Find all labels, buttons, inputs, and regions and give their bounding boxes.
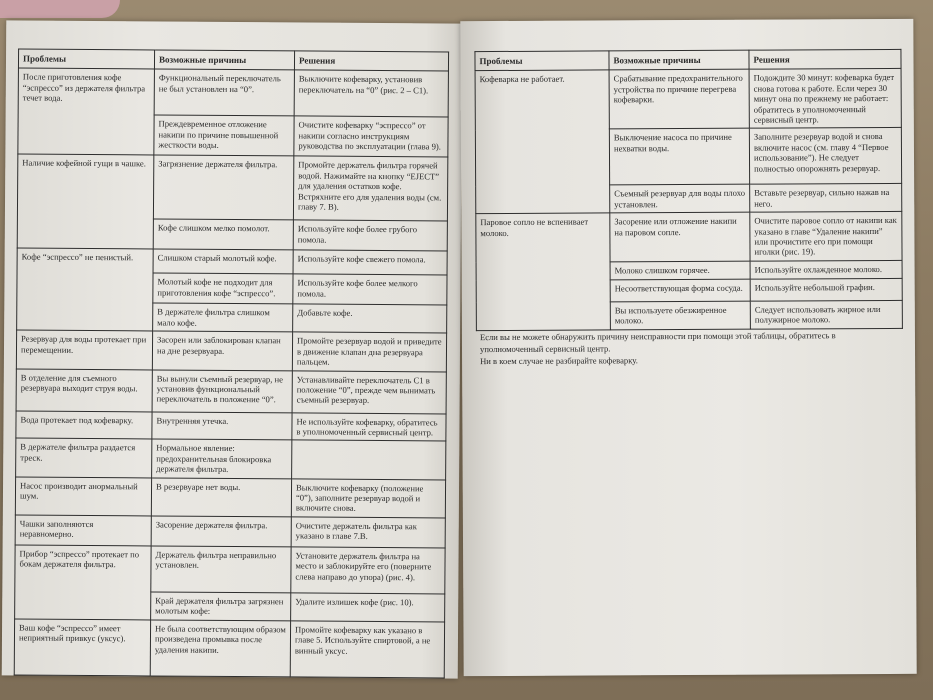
troubleshooting-table-right: [474, 49, 902, 331]
cause-cell: Вы вынули съемный резервуар, не установив функциональный переключатель в положение “0”.: [152, 370, 292, 413]
cause-cell: Держатель фильтра неправильно установлен.: [151, 546, 291, 593]
cause-cell: Молотый кофе не подходит для приготовления кофе “эспрессо”.: [153, 273, 293, 304]
table-row: [16, 438, 446, 479]
cause-cell: Молоко слишком горячее.: [610, 261, 750, 280]
solution-cell: Вставьте резервуар, сильно нажав на него.: [750, 184, 902, 213]
problem-cell: Ваш кофе “эспрессо” имеет неприятный привкус (уксус).: [14, 619, 150, 676]
solution-cell: Используйте охлажденное молоко.: [750, 260, 902, 279]
solution-cell: Очистите кофеварку “эспрессо” от накипи согласно инструкциям руководства по эксплуатации (глава 9).: [294, 116, 448, 157]
table-row: [476, 212, 902, 263]
solution-cell: Заполните резервуар водой и снова включите насос (см. главу 4 “Первое использование”). Не следует полностью опорожнять резервуар.: [749, 128, 901, 185]
solution-cell: Используйте кофе свежего помола.: [293, 250, 447, 275]
problem-cell: Паровое сопло не вспенивает молоко.: [476, 213, 611, 330]
problem-cell: Кофеварка не работает.: [475, 70, 610, 214]
solution-cell: Не используйте кофеварку, обратитесь в уполномоченный сервисный центр.: [292, 413, 446, 442]
cause-cell: Внутренняя утечка.: [152, 412, 292, 441]
note-line: Ни в коем случае не разбирайте кофеварку.: [480, 355, 638, 367]
table-header-row: [475, 49, 901, 71]
solution-cell: Используйте кофе более грубого помола.: [293, 220, 447, 251]
solution-cell: Устанавливайте переключатель C1 в положение “0”, прежде чем вынимать съемный резервуар.: [292, 371, 446, 414]
right-page: [460, 19, 916, 676]
header-solutions: Решения: [749, 49, 901, 69]
table-row: [15, 545, 445, 594]
cause-cell: Выключение насоса по причине нехватки воды.: [609, 129, 749, 186]
solution-cell: Выключите кофеварку (положение “0”), заполните резервуар водой и включите снова.: [291, 479, 445, 518]
troubleshooting-table-left: [14, 48, 449, 678]
problem-cell: Резервуар для воды протекает при перемещении.: [16, 330, 152, 369]
note-line: Если вы не можете обнаружить причину неисправности при помощи этой таблицы, обратитесь в уполномоченный сервисный центр.: [479, 330, 836, 355]
header-problems: Проблемы: [18, 49, 154, 69]
solution-cell: Подождите 30 минут: кофеварка будет снова готова к работе. Если через 30 минут она по прежнему не работает: обратитесь в уполномоченный сервисный центр.: [749, 69, 901, 129]
cause-cell: Засорение или отложение накипи на паровом сопле.: [610, 212, 750, 261]
table-row: [475, 69, 901, 130]
cause-cell: Преждевременное отложение накипи по причине повышенной жесткости воды.: [154, 115, 294, 156]
cause-cell: Нормальное явление: предохранительная блокировка держателя фильтра.: [152, 439, 292, 478]
problem-cell: Кофе “эспрессо” не пенистый.: [17, 248, 154, 331]
table-body: [14, 68, 448, 677]
solution-cell: Установите держатель фильтра на место и заблокируйте его (поверните слева направо до упора) (рис. 4).: [291, 547, 445, 594]
header-problems: Проблемы: [475, 51, 609, 71]
solution-cell: Выключите кофеварку, установив переключатель на “0” (рис. 2 – C1).: [294, 70, 448, 117]
table-body: [475, 69, 902, 331]
solution-cell: Добавьте кофе.: [293, 304, 447, 333]
cause-cell: Не была соответствующим образом произведена промывка после удаления накипи.: [150, 620, 290, 677]
solution-cell: Промойте кофеварку как указано в главе 5. Используйте спиртовой, а не винный уксус.: [290, 621, 444, 678]
solution-cell: Промойте держатель фильтра горячей водой. Нажимайте на кнопку “EJECT” для удаления остатков кофе. Встряхните его для удаления воды (см. главу 7. В).: [293, 156, 447, 221]
header-solutions: Решения: [294, 51, 448, 71]
problem-cell: Вода протекает под кофеварку.: [16, 411, 152, 440]
cause-cell: Съемный резервуар для воды плохо установлен.: [610, 185, 750, 214]
header-causes: Возможные причины: [609, 50, 749, 70]
cause-cell: Несоответствующая форма сосуда.: [610, 279, 750, 302]
table-row: [16, 330, 446, 371]
cause-cell: Слишком старый молотый кофе.: [153, 249, 293, 274]
cause-cell: Кофе слишком мелко помолот.: [153, 219, 293, 250]
problem-cell: После приготовления кофе “эспрессо” из держателя фильтра течет вода.: [18, 68, 155, 155]
solution-cell: Используйте кофе более мелкого помола.: [293, 274, 447, 305]
table-row: [17, 154, 447, 221]
cause-cell: Засорение держателя фильтра.: [151, 516, 291, 547]
table-row: [16, 411, 446, 442]
cause-cell: Засорен или заблокирован клапан на дне резервуара.: [152, 331, 292, 370]
table-row: [14, 619, 444, 678]
problem-cell: Насос производит анормальный шум.: [15, 477, 151, 516]
problem-cell: В держателе фильтра раздается треск.: [16, 438, 152, 477]
cause-cell: Функциональный переключатель не был установлен на “0”.: [154, 69, 294, 116]
cause-cell: В резервуаре нет воды.: [151, 478, 291, 517]
table-row: [15, 477, 445, 518]
cause-cell: Загрязнение держателя фильтра.: [153, 155, 293, 220]
table-row: [17, 248, 447, 275]
header-causes: Возможные причины: [154, 50, 294, 70]
solution-cell: Используйте небольшой графин.: [750, 278, 902, 301]
table-row: [15, 515, 445, 548]
cause-cell: Край держателя фильтра загрязнен молотым кофе:: [151, 592, 291, 621]
problem-cell: Чашки заполняются неравномерно.: [15, 515, 151, 546]
cause-cell: В держателе фильтра слишком мало кофе.: [153, 303, 293, 332]
service-note: [480, 329, 890, 367]
solution-cell: Промойте резервуар водой и приведите в движение клапан дна резервуара пальцем.: [292, 332, 446, 371]
cause-cell: Срабатывание предохранительного устройства по причине перегрева кофеварки.: [609, 70, 749, 130]
problem-cell: Наличие кофейной гущи в чашке.: [17, 154, 154, 249]
solution-cell: Очистите держатель фильтра как указано в главе 7.B.: [291, 517, 445, 548]
solution-cell: Следует использовать жирное или полужирное молоко.: [750, 300, 902, 329]
table-row: [18, 68, 448, 117]
solution-cell: Очистите паровое сопло от накипи как указано в главе “Удаление накипи” или прочистите его при помощи иголки (рис. 19).: [750, 212, 902, 261]
left-page: [2, 20, 463, 678]
table-row: [16, 369, 446, 414]
solution-cell: [292, 440, 446, 479]
solution-cell: Удалите излишек кофе (рис. 10).: [291, 593, 445, 622]
cause-cell: Вы используете обезжиренное молоко.: [610, 301, 750, 330]
problem-cell: В отделение для съемного резервуара выходит струя воды.: [16, 369, 152, 412]
background-object: [0, 0, 120, 18]
problem-cell: Прибор “эспрессо” протекает по бокам держателя фильтра.: [15, 545, 152, 620]
